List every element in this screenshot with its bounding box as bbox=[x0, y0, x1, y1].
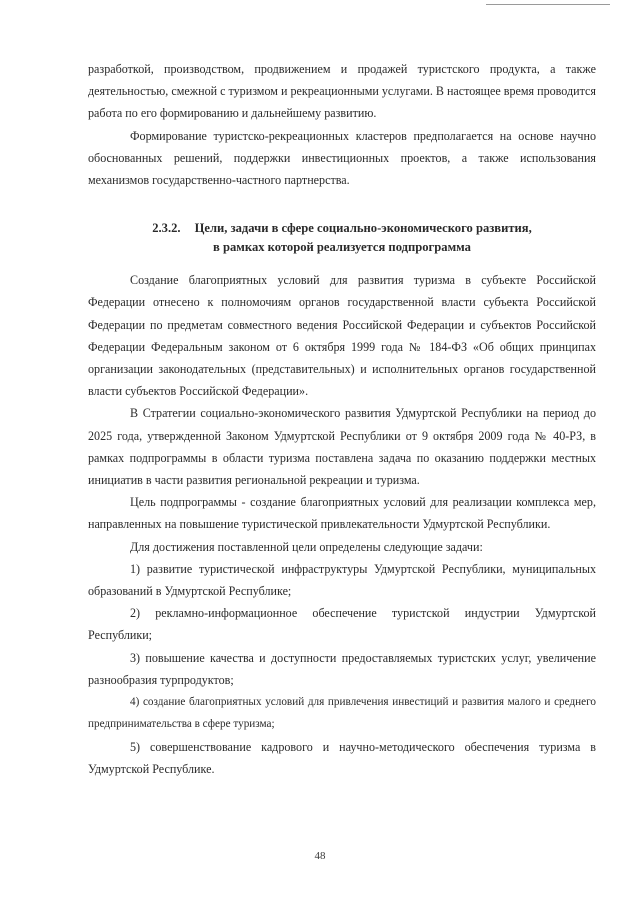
document-page bbox=[88, 58, 596, 780]
task-item-5: 5) совершенствование кадрового и научно-методического обеспечения туризма в Удмуртской Республике. bbox=[88, 739, 596, 777]
section-number: 2.3.2. bbox=[152, 221, 181, 236]
intro-paragraph-2: Формирование туристско-рекреационных кластеров предполагается на основе научно обоснованных решений, поддержки инвестиционных проектов, а также использования механизмов государственно-частного партнерства. bbox=[88, 128, 596, 188]
task-item-2: 2) рекламно-информационное обеспечение туристской индустрии Удмуртской Республики; bbox=[88, 606, 596, 643]
header-rule bbox=[486, 4, 610, 5]
body-paragraph-2: В Стратегии социально-экономического развития Удмуртской Республики на период до 2025 года, утвержденной Законом Удмуртской Республики от 9 октября 2009 года № 40-РЗ, в рамках подпрограммы в области туризма поставлена задача по оказанию поддержки местных инициатив в части развития региональной рекреации и туризма. bbox=[88, 406, 596, 488]
body-paragraph-4: Для достижения поставленной цели определены следующие задачи: bbox=[130, 539, 483, 554]
page-number: 48 bbox=[314, 850, 326, 862]
body-paragraph-3: Цель подпрограммы - создание благоприятных условий для реализации комплекса мер, направленных на повышение туристической привлекательности Удмуртской Республики. bbox=[88, 495, 596, 532]
intro-paragraph-1: разработкой, производством, продвижением и продажей туристского продукта, а также деятельностью, смежной с туризмом и рекреационными услугами. В настоящее время проводится работа по его формированию и дальнейшему развитию. bbox=[88, 62, 596, 121]
task-item-4: 4) создание благоприятных условий для привлечения инвестиций и развития малого и среднего предпринимательства в сфере туризма; bbox=[88, 696, 596, 731]
section-heading-line-1 bbox=[88, 219, 596, 238]
section-title-line-2: в рамках которой реализуется подпрограмма bbox=[213, 240, 471, 255]
section-heading bbox=[88, 219, 596, 257]
section-title-line-1: Цели, задачи в сфере социально-экономического развития, bbox=[194, 221, 532, 236]
task-item-3: 3) повышение качества и доступности предоставляемых туристских услуг, увеличение разнообразия турпродуктов; bbox=[88, 650, 596, 687]
task-item-1: 1) развитие туристической инфраструктуры Удмуртской Республики, муниципальных образований в Удмуртской Республике; bbox=[88, 561, 596, 599]
body-paragraph-1: Создание благоприятных условий для развития туризма в субъекте Российской Федерации отнесено к полномочиям органов государственной власти субъекта Российской Федерации по предметам совместного ведения Российской Федерации и субъектов Российской Федерации Федеральным законом от 6 октября 1999 года № 184-ФЗ «Об общих принципах организации законодательных (представительных) и исполнительных органов государственной власти субъектов Российской Федерации». bbox=[88, 273, 596, 399]
